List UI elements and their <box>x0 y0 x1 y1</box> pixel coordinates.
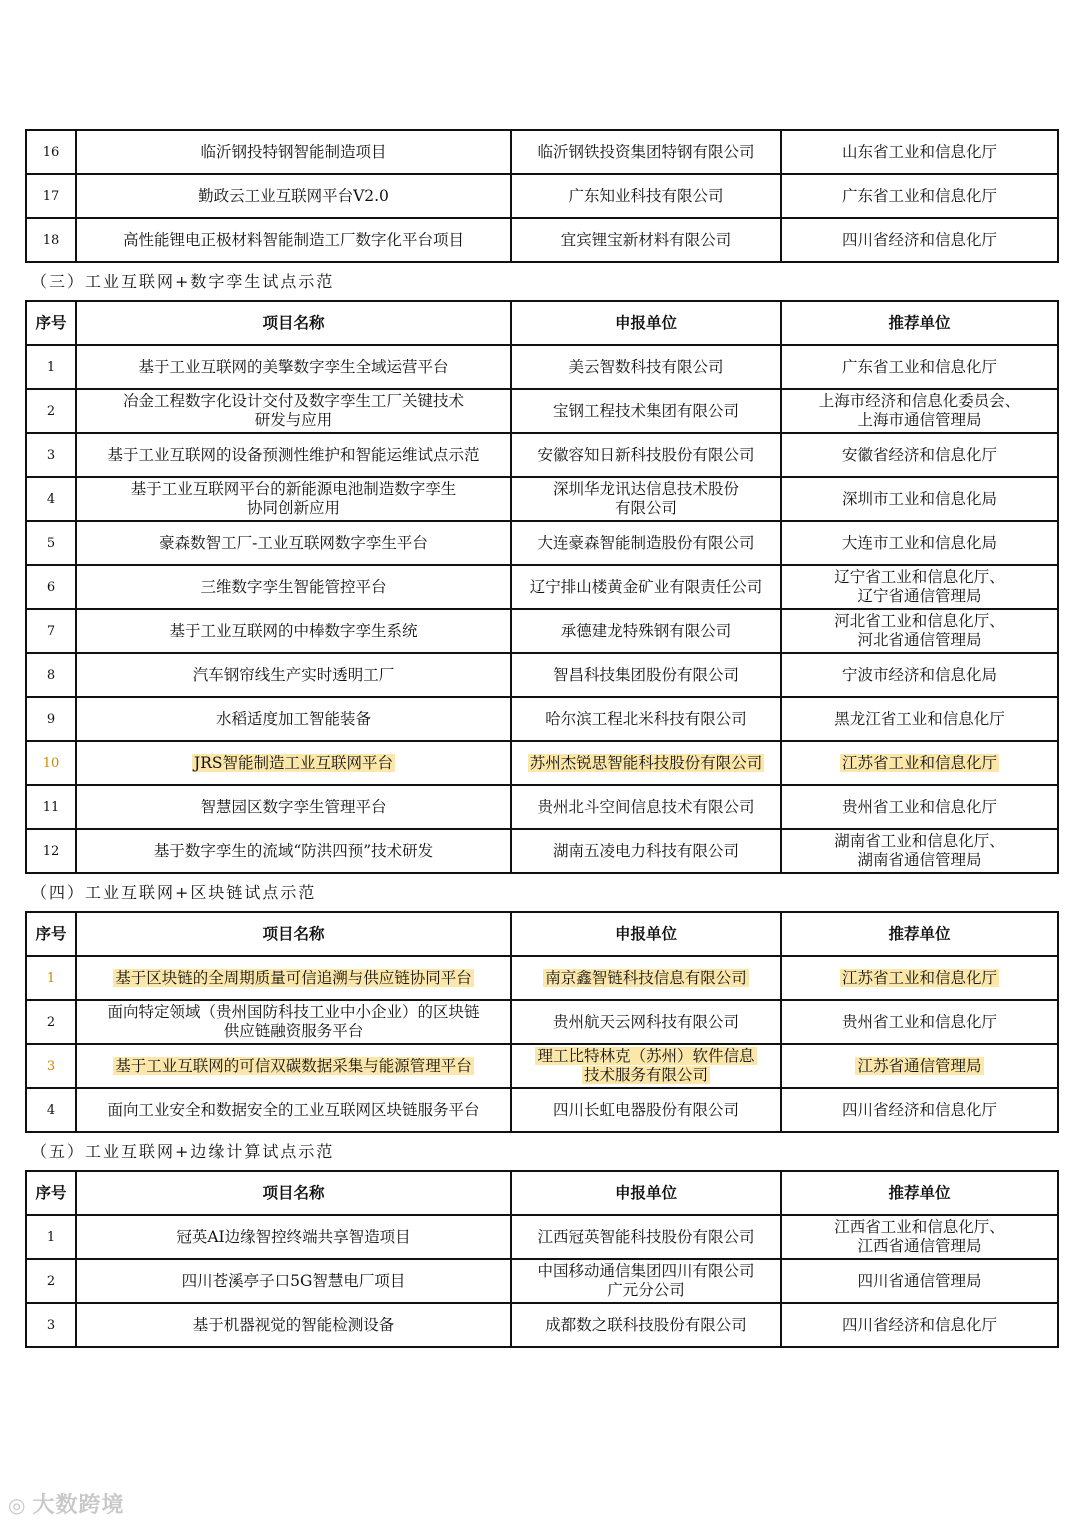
highlight-mark: 江苏省工业和信息化厅 <box>841 968 997 987</box>
table-row <box>26 1303 1058 1347</box>
cell-project-name: 汽车钢帘线生产实时透明工厂 <box>76 653 511 697</box>
cell-applicant: 贵州北斗空间信息技术有限公司 <box>511 785 781 829</box>
cell-recommender <box>781 741 1058 785</box>
cell-applicant: 深圳华龙讯达信息技术股份 有限公司 <box>511 477 781 521</box>
cell-applicant <box>511 956 781 1000</box>
table-row <box>26 433 1058 477</box>
cell-project-name: 勤政云工业互联网平台V2.0 <box>76 174 511 218</box>
table-row <box>26 130 1058 174</box>
table-header-row <box>26 912 1058 956</box>
table-row-highlighted <box>26 956 1058 1000</box>
cell-num: 1 <box>26 956 76 1000</box>
cell-num: 9 <box>26 697 76 741</box>
cell-recommender: 广东省工业和信息化厅 <box>781 345 1058 389</box>
cell-project-name <box>76 956 511 1000</box>
table-row <box>26 829 1058 873</box>
cell-num: 1 <box>26 1215 76 1259</box>
cell-applicant: 贵州航天云网科技有限公司 <box>511 1000 781 1044</box>
cell-applicant: 中国移动通信集团四川有限公司 广元分公司 <box>511 1259 781 1303</box>
cell-applicant: 辽宁排山楼黄金矿业有限责任公司 <box>511 565 781 609</box>
document-page <box>25 129 1057 1348</box>
cell-applicant: 承德建龙特殊钢有限公司 <box>511 609 781 653</box>
cell-project-name: 临沂钢投特钢智能制造项目 <box>76 130 511 174</box>
cell-recommender: 广东省工业和信息化厅 <box>781 174 1058 218</box>
table-continued <box>25 129 1059 263</box>
cell-project-name: 基于工业互联网平台的新能源电池制造数字孪生 协同创新应用 <box>76 477 511 521</box>
cell-applicant: 湖南五凌电力科技有限公司 <box>511 829 781 873</box>
cell-project-name: 面向特定领域（贵州国防科技工业中小企业）的区块链 供应链融资服务平台 <box>76 1000 511 1044</box>
cell-applicant: 大连豪森智能制造股份有限公司 <box>511 521 781 565</box>
header-project-name: 项目名称 <box>76 912 511 956</box>
cell-num: 5 <box>26 521 76 565</box>
cell-recommender: 安徽省经济和信息化厅 <box>781 433 1058 477</box>
cell-num: 11 <box>26 785 76 829</box>
cell-project-name: 冶金工程数字化设计交付及数字孪生工厂关键技术 研发与应用 <box>76 389 511 433</box>
table-row-highlighted <box>26 1044 1058 1088</box>
cell-project-name: 基于数字孪生的流域“防洪四预”技术研发 <box>76 829 511 873</box>
highlight-mark: JRS智能制造工业互联网平台 <box>193 753 393 772</box>
cell-recommender: 山东省工业和信息化厅 <box>781 130 1058 174</box>
header-project-name: 项目名称 <box>76 301 511 345</box>
cell-num: 8 <box>26 653 76 697</box>
cell-num: 17 <box>26 174 76 218</box>
cell-project-name: 基于工业互联网的美擎数字孪生全域运营平台 <box>76 345 511 389</box>
watermark <box>8 1488 124 1519</box>
table-row <box>26 785 1058 829</box>
cell-num: 1 <box>26 345 76 389</box>
watermark-text: 大数跨境 <box>32 1493 125 1518</box>
table-row <box>26 521 1058 565</box>
cell-applicant <box>511 741 781 785</box>
section-title-digital-twin: （三）工业互联网+数字孪生试点示范 <box>31 272 335 291</box>
table-row <box>26 565 1058 609</box>
cell-project-name: 智慧园区数字孪生管理平台 <box>76 785 511 829</box>
table-row <box>26 609 1058 653</box>
cell-recommender: 上海市经济和信息化委员会、 上海市通信管理局 <box>781 389 1058 433</box>
cell-applicant: 理工比特林克（苏州）软件信息 技术服务有限公司 <box>511 1044 781 1088</box>
table-row <box>26 345 1058 389</box>
cell-project-name <box>76 1044 511 1088</box>
table-row-highlighted <box>26 741 1058 785</box>
cell-num: 3 <box>26 1303 76 1347</box>
cell-project-name: 面向工业安全和数据安全的工业互联网区块链服务平台 <box>76 1088 511 1132</box>
watermark-logo-icon: ◎ <box>8 1493 27 1517</box>
cell-project-name: 高性能锂电正极材料智能制造工厂数字化平台项目 <box>76 218 511 262</box>
cell-applicant: 宝钢工程技术集团有限公司 <box>511 389 781 433</box>
cell-project-name: 冠英AI边缘智控终端共享智造项目 <box>76 1215 511 1259</box>
cell-applicant: 宜宾锂宝新材料有限公司 <box>511 218 781 262</box>
cell-project-name: 基于工业互联网的设备预测性维护和智能运维试点示范 <box>76 433 511 477</box>
highlight-mark: 江苏省通信管理局 <box>857 1056 982 1075</box>
cell-num: 4 <box>26 1088 76 1132</box>
cell-recommender: 四川省经济和信息化厅 <box>781 1303 1058 1347</box>
cell-recommender: 湖南省工业和信息化厅、 湖南省通信管理局 <box>781 829 1058 873</box>
cell-project-name: 三维数字孪生智能管控平台 <box>76 565 511 609</box>
header-applicant: 申报单位 <box>511 912 781 956</box>
cell-recommender: 贵州省工业和信息化厅 <box>781 1000 1058 1044</box>
cell-recommender: 四川省经济和信息化厅 <box>781 218 1058 262</box>
cell-recommender: 宁波市经济和信息化局 <box>781 653 1058 697</box>
table-header-row <box>26 301 1058 345</box>
cell-applicant: 临沂钢铁投资集团特钢有限公司 <box>511 130 781 174</box>
table-row <box>26 1259 1058 1303</box>
section-title-blockchain: （四）工业互联网+区块链试点示范 <box>31 883 317 902</box>
cell-recommender: 深圳市工业和信息化局 <box>781 477 1058 521</box>
table-header-row <box>26 1171 1058 1215</box>
cell-num: 3 <box>26 433 76 477</box>
highlight-mark: 基于区块链的全周期质量可信追溯与供应链协同平台 <box>115 968 472 987</box>
table-row <box>26 1000 1058 1044</box>
header-recommender: 推荐单位 <box>781 301 1058 345</box>
table-row <box>26 174 1058 218</box>
cell-recommender: 大连市工业和信息化局 <box>781 521 1058 565</box>
cell-project-name: 豪森数智工厂-工业互联网数字孪生平台 <box>76 521 511 565</box>
header-applicant: 申报单位 <box>511 1171 781 1215</box>
cell-num: 3 <box>26 1044 76 1088</box>
cell-applicant: 美云智数科技有限公司 <box>511 345 781 389</box>
cell-project-name: 基于工业互联网的中棒数字孪生系统 <box>76 609 511 653</box>
table-row <box>26 477 1058 521</box>
header-applicant: 申报单位 <box>511 301 781 345</box>
cell-num: 12 <box>26 829 76 873</box>
cell-recommender <box>781 1044 1058 1088</box>
cell-applicant: 哈尔滨工程北米科技有限公司 <box>511 697 781 741</box>
highlight-mark: 南京鑫智链科技信息有限公司 <box>545 968 747 987</box>
header-recommender: 推荐单位 <box>781 912 1058 956</box>
cell-num: 16 <box>26 130 76 174</box>
cell-applicant: 四川长虹电器股份有限公司 <box>511 1088 781 1132</box>
cell-project-name: 四川苍溪亭子口5G智慧电厂项目 <box>76 1259 511 1303</box>
cell-project-name: 基于机器视觉的智能检测设备 <box>76 1303 511 1347</box>
table-row <box>26 218 1058 262</box>
cell-applicant: 成都数之联科技股份有限公司 <box>511 1303 781 1347</box>
cell-applicant: 江西冠英智能科技股份有限公司 <box>511 1215 781 1259</box>
table-blockchain <box>25 911 1059 1133</box>
cell-recommender: 贵州省工业和信息化厅 <box>781 785 1058 829</box>
cell-num: 2 <box>26 1259 76 1303</box>
highlight-mark: 基于工业互联网的可信双碳数据采集与能源管理平台 <box>115 1056 472 1075</box>
table-row <box>26 697 1058 741</box>
cell-recommender: 河北省工业和信息化厅、 河北省通信管理局 <box>781 609 1058 653</box>
cell-num: 4 <box>26 477 76 521</box>
table-digital-twin <box>25 300 1059 874</box>
cell-num: 2 <box>26 389 76 433</box>
header-num: 序号 <box>26 301 76 345</box>
header-num: 序号 <box>26 912 76 956</box>
header-project-name: 项目名称 <box>76 1171 511 1215</box>
cell-applicant: 安徽容知日新科技股份有限公司 <box>511 433 781 477</box>
cell-recommender: 辽宁省工业和信息化厅、 辽宁省通信管理局 <box>781 565 1058 609</box>
cell-project-name: 水稻适度加工智能装备 <box>76 697 511 741</box>
cell-recommender <box>781 956 1058 1000</box>
cell-num: 6 <box>26 565 76 609</box>
cell-project-name <box>76 741 511 785</box>
cell-num: 7 <box>26 609 76 653</box>
cell-recommender: 四川省通信管理局 <box>781 1259 1058 1303</box>
table-edge-computing <box>25 1170 1059 1348</box>
section-title-edge-computing: （五）工业互联网+边缘计算试点示范 <box>31 1142 335 1161</box>
table-row <box>26 1088 1058 1132</box>
table-row <box>26 389 1058 433</box>
cell-applicant: 广东知业科技有限公司 <box>511 174 781 218</box>
highlight-mark: 苏州杰锐思智能科技股份有限公司 <box>529 753 763 772</box>
cell-applicant: 智昌科技集团股份有限公司 <box>511 653 781 697</box>
cell-recommender: 四川省经济和信息化厅 <box>781 1088 1058 1132</box>
header-num: 序号 <box>26 1171 76 1215</box>
header-recommender: 推荐单位 <box>781 1171 1058 1215</box>
cell-num: 10 <box>26 741 76 785</box>
highlight-mark: 江苏省工业和信息化厅 <box>841 753 997 772</box>
cell-recommender: 江西省工业和信息化厅、 江西省通信管理局 <box>781 1215 1058 1259</box>
cell-num: 2 <box>26 1000 76 1044</box>
table-row <box>26 1215 1058 1259</box>
cell-num: 18 <box>26 218 76 262</box>
cell-recommender: 黑龙江省工业和信息化厅 <box>781 697 1058 741</box>
table-row <box>26 653 1058 697</box>
